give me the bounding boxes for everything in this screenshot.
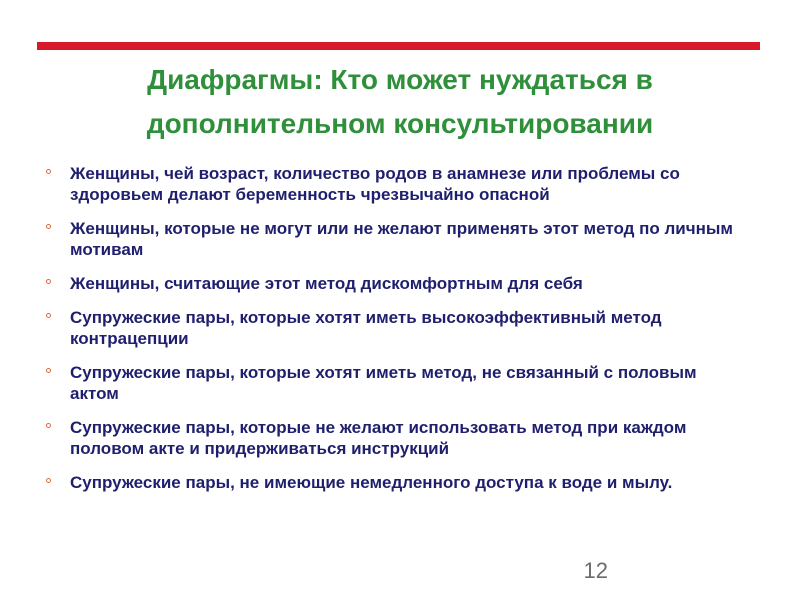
top-red-rule: [37, 42, 760, 50]
bullet-text: Женщины, чей возраст, количество родов в анамнезе или проблемы со здоровьем делают беременность чрезвычайно опасной: [70, 164, 680, 204]
bullet-dot-icon: [46, 169, 51, 174]
bullet-dot-icon: [46, 279, 51, 284]
bullet-item: [46, 472, 746, 493]
bullet-item: [46, 218, 746, 260]
bullet-list: [46, 163, 746, 506]
title-line-2: дополнительном консультировании: [146, 108, 654, 139]
bullet-text: Женщины, которые не могут или не желают применять этот метод по личным мотивам: [70, 219, 733, 259]
title-line-1: Диафрагмы: Кто может нуждаться в: [147, 64, 653, 95]
bullet-item: [46, 307, 746, 349]
bullet-text: Женщины, считающие этот метод дискомфортным для себя: [70, 274, 583, 293]
bullet-dot-icon: [46, 224, 51, 229]
bullet-dot-icon: [46, 478, 51, 483]
bullet-text: Супружеские пары, которые хотят иметь высокоэффективный метод контрацепции: [70, 308, 662, 348]
bullet-item: [46, 163, 746, 205]
bullet-text: Супружеские пары, которые не желают использовать метод при каждом половом акте и придерживаться инструкций: [70, 418, 687, 458]
page-number: 12: [583, 558, 608, 583]
bullet-dot-icon: [46, 313, 51, 318]
bullet-text: Супружеские пары, которые хотят иметь метод, не связанный с половым актом: [70, 363, 697, 403]
bullet-item: [46, 362, 746, 404]
bullet-text: Супружеские пары, не имеющие немедленного доступа к воде и мылу.: [70, 473, 673, 492]
bullet-item: [46, 273, 746, 294]
slide-title: [0, 58, 800, 146]
bullet-item: [46, 417, 746, 459]
bullet-dot-icon: [46, 423, 51, 428]
bullet-dot-icon: [46, 368, 51, 373]
